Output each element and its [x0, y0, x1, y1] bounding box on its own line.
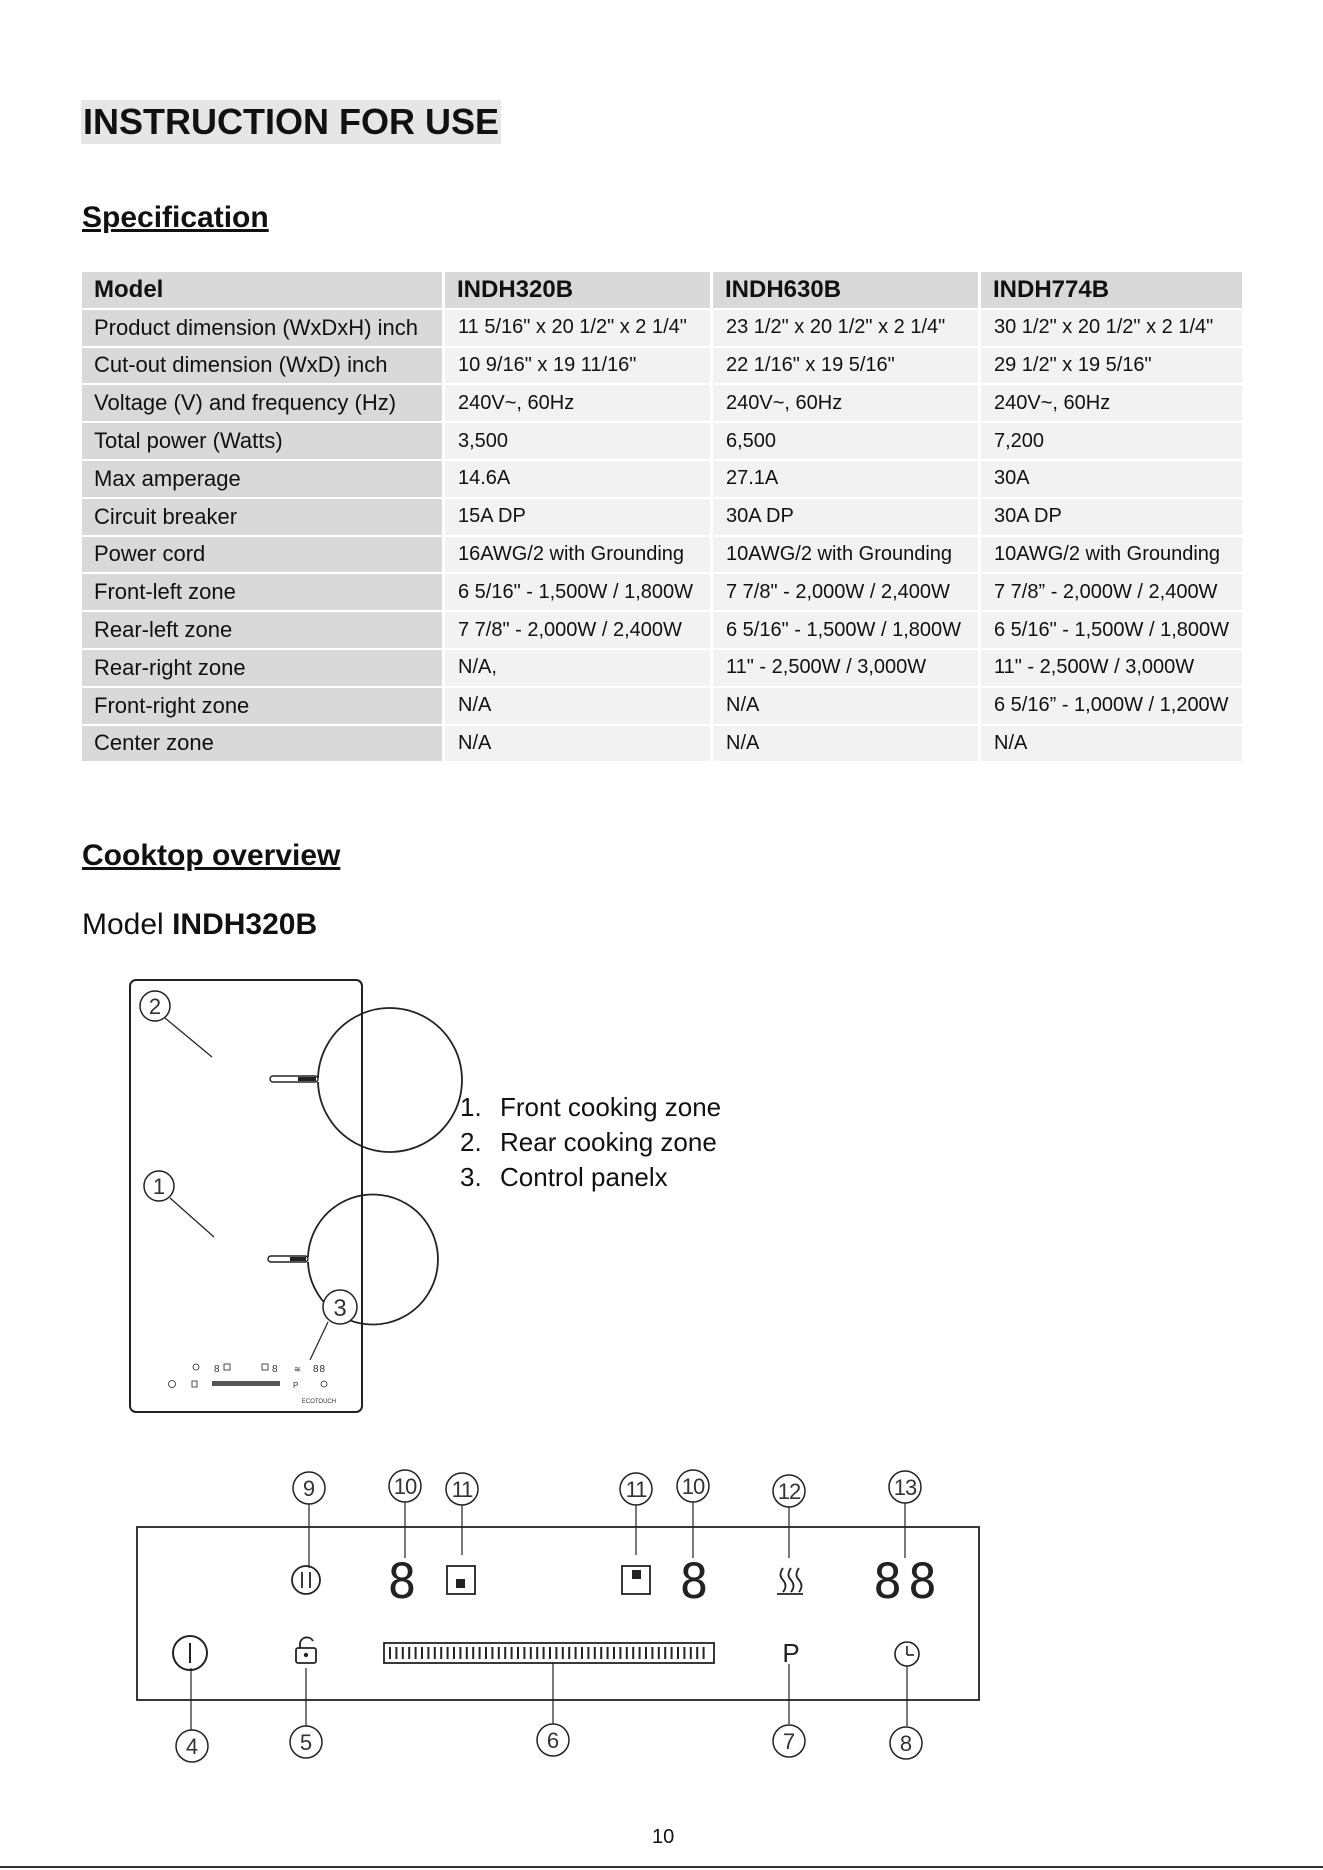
callout-5-number: 5 — [299, 1730, 313, 1755]
table-cell: 240V~, 60Hz — [445, 385, 713, 423]
row-label-cell: Power cord — [82, 537, 445, 575]
table-cell: N/A — [713, 726, 981, 764]
right-zone-display: 8 — [679, 1554, 709, 1610]
row-label-cell: Total power (Watts) — [82, 423, 445, 461]
legend-number: 1. — [460, 1092, 482, 1122]
model-name: INDH320B — [172, 908, 318, 941]
table-cell: 6 5/16" - 1,500W / 1,800W — [713, 612, 981, 650]
table-cell: 7,200 — [981, 423, 1245, 461]
callout-11 — [620, 1473, 652, 1505]
callout-10-number: 10 — [681, 1474, 705, 1499]
row-label-cell: Front-left zone — [82, 574, 445, 612]
callout-8 — [890, 1727, 922, 1759]
table-cell: N/A — [445, 726, 713, 764]
callout-10 — [389, 1470, 421, 1502]
legend-text: Rear cooking zone — [500, 1127, 717, 1157]
callout-12 — [773, 1475, 805, 1507]
table-cell: 27.1A — [713, 461, 981, 499]
cooktop-overview-heading: Cooktop overview — [82, 839, 341, 872]
callout-4 — [176, 1730, 208, 1762]
control-panel-diagram — [137, 1470, 979, 1762]
callout-6-number: 6 — [546, 1728, 560, 1753]
callout-9 — [293, 1472, 325, 1504]
callout-2 — [140, 991, 212, 1057]
callout-13-number: 13 — [893, 1475, 917, 1500]
row-label-cell: Front-right zone — [82, 688, 445, 726]
mini-control-panel — [169, 1364, 337, 1405]
table-cell: 11" - 2,500W / 3,000W — [981, 650, 1245, 688]
page-number: 10 — [652, 1826, 675, 1848]
callout-6 — [537, 1724, 569, 1756]
callout-3-number: 3 — [333, 1295, 347, 1322]
mini-program-button: P — [293, 1381, 299, 1390]
row-label-cell: Product dimension (WxDxH) inch — [82, 310, 445, 348]
table-cell: 10AWG/2 with Grounding — [981, 537, 1245, 575]
callout-2-number: 2 — [148, 994, 162, 1019]
table-header-cell: Model — [82, 272, 445, 310]
table-cell: 7 7/8” - 2,000W / 2,400W — [981, 574, 1245, 612]
callout-10 — [677, 1470, 709, 1502]
specification-heading: Specification — [82, 201, 269, 234]
table-cell: 11 5/16" x 20 1/2" x 2 1/4" — [445, 310, 713, 348]
timer-display: 88 — [873, 1554, 943, 1610]
timer-clock-icon — [895, 1642, 919, 1666]
keep-warm-icon — [777, 1568, 803, 1594]
table-cell: 30 1/2" x 20 1/2" x 2 1/4" — [981, 310, 1245, 348]
cooktop-brand-logo: ECOTOUCH — [301, 1399, 337, 1405]
table-cell: 11" - 2,500W / 3,000W — [713, 650, 981, 688]
callout-7 — [773, 1725, 805, 1757]
pause-icon — [292, 1566, 320, 1594]
row-label-cell: Circuit breaker — [82, 499, 445, 537]
row-label-cell: Rear-left zone — [82, 612, 445, 650]
callout-4-number: 4 — [185, 1734, 199, 1759]
table-cell: N/A — [981, 726, 1245, 764]
table-cell: 6 5/16" - 1,500W / 1,800W — [981, 612, 1245, 650]
table-cell: 6,500 — [713, 423, 981, 461]
rear-cooking-zone — [270, 1008, 462, 1152]
callout-5 — [290, 1726, 322, 1758]
table-cell: 240V~, 60Hz — [981, 385, 1245, 423]
callout-7-number: 7 — [782, 1729, 796, 1754]
table-cell: 30A — [981, 461, 1245, 499]
row-label-cell: Voltage (V) and frequency (Hz) — [82, 385, 445, 423]
table-cell: 14.6A — [445, 461, 713, 499]
table-cell: 23 1/2" x 20 1/2" x 2 1/4" — [713, 310, 981, 348]
table-cell: 30A DP — [713, 499, 981, 537]
cooktop-top-view — [130, 980, 462, 1412]
table-cell: 15A DP — [445, 499, 713, 537]
row-label-cell: Rear-right zone — [82, 650, 445, 688]
table-cell: 7 7/8" - 2,000W / 2,400W — [713, 574, 981, 612]
mini-zone-right-display: 8 — [272, 1364, 278, 1375]
row-label-cell: Cut-out dimension (WxD) inch — [82, 348, 445, 386]
table-cell: 10AWG/2 with Grounding — [713, 537, 981, 575]
callout-9-number: 9 — [302, 1476, 316, 1501]
model-prefix: Model — [82, 908, 164, 941]
table-cell: 240V~, 60Hz — [713, 385, 981, 423]
program-button: P — [782, 1638, 800, 1668]
power-icon — [173, 1636, 207, 1670]
callout-1 — [144, 1171, 214, 1237]
mini-zone-left-display: 8 — [214, 1364, 220, 1375]
table-cell: 22 1/16" x 19 5/16" — [713, 348, 981, 386]
left-zone-display: 8 — [387, 1554, 417, 1610]
callout-11-number: 11 — [625, 1477, 647, 1502]
callout-12-number: 12 — [777, 1479, 801, 1504]
control-panel-outline — [137, 1527, 979, 1700]
callout-13 — [889, 1471, 921, 1503]
table-cell: 30A DP — [981, 499, 1245, 537]
row-label-cell: Max amperage — [82, 461, 445, 499]
right-zone-indicator-icon — [622, 1566, 650, 1594]
table-cell: N/A — [445, 688, 713, 726]
mini-timer-display: 88 — [313, 1364, 327, 1375]
mini-heat-symbol: ≋ — [294, 1365, 301, 1374]
table-cell: 6 5/16" - 1,500W / 1,800W — [445, 574, 713, 612]
callout-8-number: 8 — [899, 1731, 913, 1756]
page-border — [0, 1866, 1323, 1868]
table-cell: 10 9/16" x 19 11/16" — [445, 348, 713, 386]
table-cell: 16AWG/2 with Grounding — [445, 537, 713, 575]
callout-3 — [310, 1290, 357, 1360]
legend-number: 3. — [460, 1162, 482, 1192]
left-zone-indicator-icon — [447, 1566, 475, 1594]
lock-icon — [296, 1637, 316, 1663]
callout-1-number: 1 — [152, 1174, 166, 1199]
table-cell: 29 1/2" x 19 5/16" — [981, 348, 1245, 386]
legend-text: Front cooking zone — [500, 1092, 722, 1122]
legend-number: 2. — [460, 1127, 482, 1157]
table-cell: 7 7/8" - 2,000W / 2,400W — [445, 612, 713, 650]
legend-text: Control panelx — [500, 1162, 668, 1192]
table-cell: 3,500 — [445, 423, 713, 461]
callout-11 — [446, 1473, 478, 1505]
page-title: INSTRUCTION FOR USE — [83, 101, 500, 142]
callout-10-number: 10 — [393, 1474, 417, 1499]
callout-11-number: 11 — [451, 1477, 473, 1502]
table-header-cell: INDH774B — [981, 272, 1245, 310]
table-cell: 6 5/16” - 1,000W / 1,200W — [981, 688, 1245, 726]
table-header-cell: INDH320B — [445, 272, 713, 310]
table-cell: N/A — [713, 688, 981, 726]
table-header-cell: INDH630B — [713, 272, 981, 310]
row-label-cell: Center zone — [82, 726, 445, 764]
power-level-slider — [384, 1643, 714, 1663]
table-cell: N/A, — [445, 650, 713, 688]
